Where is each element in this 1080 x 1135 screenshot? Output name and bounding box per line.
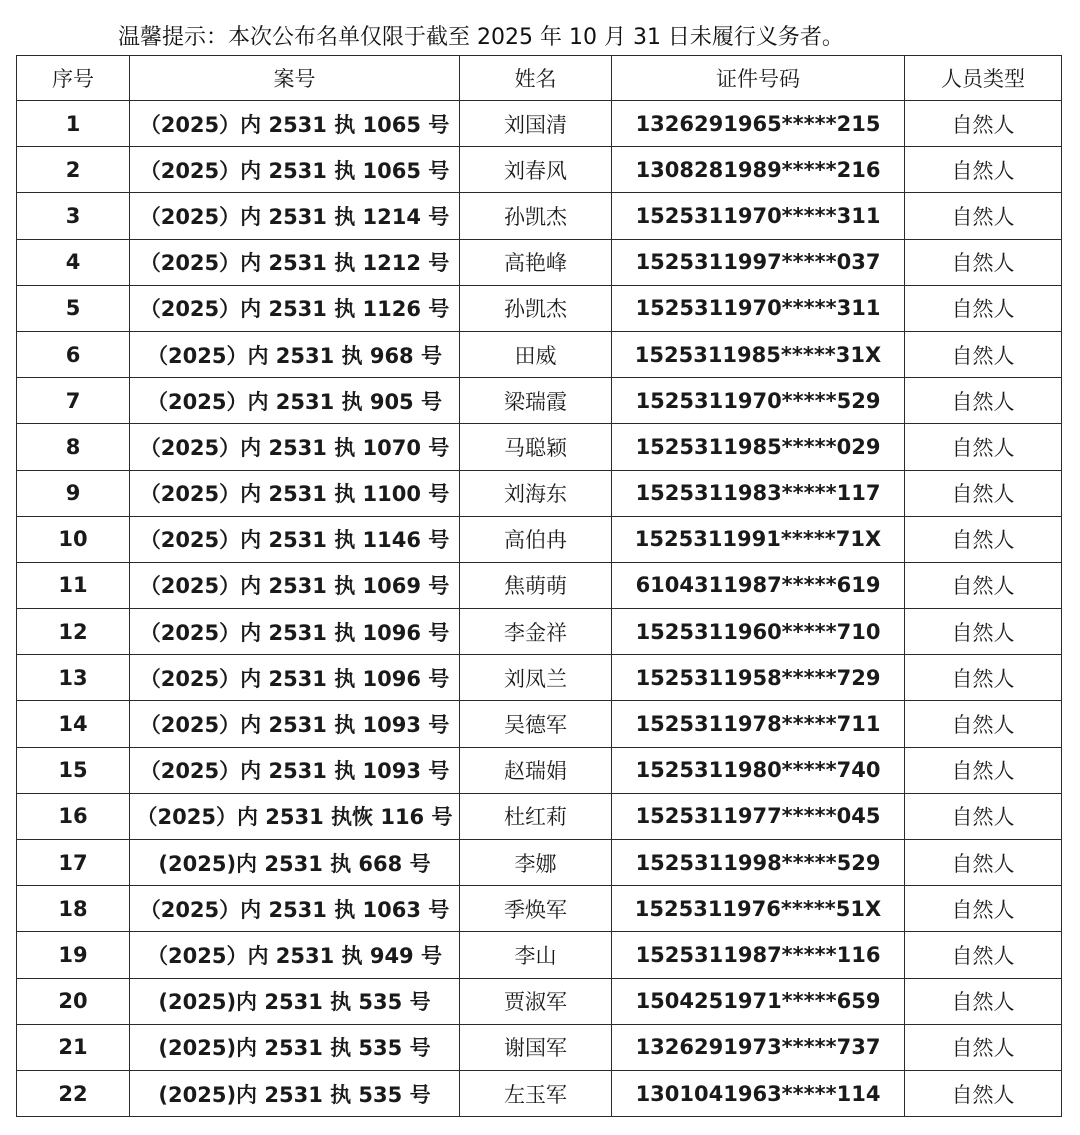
table-row [17,978,1062,1024]
table-row [17,470,1062,516]
cell-case-no: （2025）内 2531 执 1100 号 [130,470,460,516]
table-row [17,331,1062,377]
cell-name: 刘国清 [460,101,612,147]
cell-case-no: （2025）内 2531 执 1212 号 [130,239,460,285]
cell-case-no: (2025)内 2531 执 535 号 [130,978,460,1024]
table-row [17,886,1062,932]
cell-seq: 4 [17,239,130,285]
cell-case-no: (2025)内 2531 执 535 号 [130,1070,460,1116]
cell-case-no: （2025）内 2531 执 1096 号 [130,609,460,655]
cell-id-no: 1525311970*****529 [612,378,905,424]
cell-person-type: 自然人 [905,562,1062,608]
cell-seq: 1 [17,101,130,147]
cell-seq: 18 [17,886,130,932]
cell-case-no: (2025)内 2531 执 535 号 [130,1024,460,1070]
table-row [17,655,1062,701]
table-row [17,193,1062,239]
cell-id-no: 1525311970*****311 [612,285,905,331]
cell-person-type: 自然人 [905,424,1062,470]
cell-name: 季焕军 [460,886,612,932]
cell-case-no: （2025）内 2531 执 1096 号 [130,655,460,701]
cell-id-no: 1525311985*****31X [612,331,905,377]
cell-name: 李娜 [460,840,612,886]
cell-id-no: 1308281989*****216 [612,147,905,193]
cell-seq: 16 [17,793,130,839]
table-row [17,932,1062,978]
cell-name: 田威 [460,331,612,377]
cell-name: 刘凤兰 [460,655,612,701]
table-header-row [17,56,1062,101]
cell-seq: 21 [17,1024,130,1070]
cell-person-type: 自然人 [905,609,1062,655]
cell-person-type: 自然人 [905,655,1062,701]
cell-case-no: （2025）内 2531 执 905 号 [130,378,460,424]
cell-name: 高艳峰 [460,239,612,285]
cell-name: 梁瑞霞 [460,378,612,424]
cell-case-no: （2025）内 2531 执恢 116 号 [130,793,460,839]
cell-seq: 20 [17,978,130,1024]
table-row [17,378,1062,424]
cell-id-no: 1525311997*****037 [612,239,905,285]
table-row [17,285,1062,331]
cell-id-no: 1525311980*****740 [612,747,905,793]
cell-person-type: 自然人 [905,793,1062,839]
cell-person-type: 自然人 [905,1024,1062,1070]
cell-id-no: 1525311970*****311 [612,193,905,239]
cell-person-type: 自然人 [905,701,1062,747]
table-row [17,793,1062,839]
table-row [17,101,1062,147]
cell-id-no: 1525311978*****711 [612,701,905,747]
table-row [17,1024,1062,1070]
cell-seq: 9 [17,470,130,516]
cell-id-no: 1525311958*****729 [612,655,905,701]
cell-seq: 22 [17,1070,130,1116]
cell-seq: 8 [17,424,130,470]
cell-id-no: 1525311960*****710 [612,609,905,655]
cell-seq: 15 [17,747,130,793]
cell-id-no: 1525311998*****529 [612,840,905,886]
table-row [17,424,1062,470]
cell-person-type: 自然人 [905,147,1062,193]
cell-case-no: （2025）内 2531 执 1126 号 [130,285,460,331]
cell-person-type: 自然人 [905,840,1062,886]
cell-seq: 7 [17,378,130,424]
cell-case-no: （2025）内 2531 执 1065 号 [130,101,460,147]
header-case-no: 案号 [130,56,460,101]
cell-person-type: 自然人 [905,932,1062,978]
cell-name: 刘海东 [460,470,612,516]
header-seq: 序号 [17,56,130,101]
header-person-type: 人员类型 [905,56,1062,101]
table-row [17,701,1062,747]
cell-seq: 17 [17,840,130,886]
cell-seq: 5 [17,285,130,331]
cell-id-no: 1301041963*****114 [612,1070,905,1116]
table-row [17,147,1062,193]
cell-case-no: （2025）内 2531 执 1214 号 [130,193,460,239]
table-row [17,840,1062,886]
cell-name: 李山 [460,932,612,978]
cell-seq: 10 [17,516,130,562]
cell-id-no: 1525311991*****71X [612,516,905,562]
cell-seq: 13 [17,655,130,701]
table-row [17,609,1062,655]
cell-person-type: 自然人 [905,285,1062,331]
cell-name: 孙凯杰 [460,285,612,331]
cell-person-type: 自然人 [905,470,1062,516]
cell-case-no: (2025)内 2531 执 668 号 [130,840,460,886]
cell-person-type: 自然人 [905,101,1062,147]
cell-id-no: 1504251971*****659 [612,978,905,1024]
cell-person-type: 自然人 [905,331,1062,377]
cell-name: 孙凯杰 [460,193,612,239]
cell-case-no: （2025）内 2531 执 1069 号 [130,562,460,608]
cell-seq: 3 [17,193,130,239]
cell-id-no: 1525311987*****116 [612,932,905,978]
cell-name: 焦萌萌 [460,562,612,608]
cell-person-type: 自然人 [905,193,1062,239]
cell-person-type: 自然人 [905,378,1062,424]
cell-seq: 11 [17,562,130,608]
notice-text: 温馨提示：本次公布名单仅限于截至 2025 年 10 月 31 日未履行义务者。 [118,25,844,50]
cell-seq: 6 [17,331,130,377]
cell-case-no: （2025）内 2531 执 949 号 [130,932,460,978]
cell-id-no: 1525311985*****029 [612,424,905,470]
cell-case-no: （2025）内 2531 执 1070 号 [130,424,460,470]
cell-id-no: 1525311976*****51X [612,886,905,932]
cell-id-no: 1326291973*****737 [612,1024,905,1070]
cell-case-no: （2025）内 2531 执 968 号 [130,331,460,377]
cell-name: 贾淑军 [460,978,612,1024]
cell-id-no: 6104311987*****619 [612,562,905,608]
cell-case-no: （2025）内 2531 执 1146 号 [130,516,460,562]
cell-person-type: 自然人 [905,747,1062,793]
cell-id-no: 1326291965*****215 [612,101,905,147]
cell-person-type: 自然人 [905,978,1062,1024]
defaulter-table [16,55,1062,1117]
cell-name: 赵瑞娟 [460,747,612,793]
table-row [17,562,1062,608]
cell-seq: 12 [17,609,130,655]
cell-person-type: 自然人 [905,886,1062,932]
cell-case-no: （2025）内 2531 执 1093 号 [130,701,460,747]
cell-case-no: （2025）内 2531 执 1093 号 [130,747,460,793]
cell-person-type: 自然人 [905,1070,1062,1116]
cell-name: 李金祥 [460,609,612,655]
table-row [17,516,1062,562]
table-row [17,239,1062,285]
cell-seq: 14 [17,701,130,747]
cell-seq: 2 [17,147,130,193]
cell-id-no: 1525311983*****117 [612,470,905,516]
cell-name: 刘春风 [460,147,612,193]
cell-person-type: 自然人 [905,239,1062,285]
cell-name: 马聪颖 [460,424,612,470]
cell-name: 左玉军 [460,1070,612,1116]
cell-case-no: （2025）内 2531 执 1063 号 [130,886,460,932]
cell-id-no: 1525311977*****045 [612,793,905,839]
header-name: 姓名 [460,56,612,101]
table-row [17,747,1062,793]
cell-name: 高伯冉 [460,516,612,562]
table-body [17,101,1062,1117]
cell-name: 杜红莉 [460,793,612,839]
cell-case-no: （2025）内 2531 执 1065 号 [130,147,460,193]
table-row [17,1070,1062,1116]
cell-seq: 19 [17,932,130,978]
cell-name: 吴德军 [460,701,612,747]
header-id-no: 证件号码 [612,56,905,101]
cell-name: 谢国军 [460,1024,612,1070]
cell-person-type: 自然人 [905,516,1062,562]
